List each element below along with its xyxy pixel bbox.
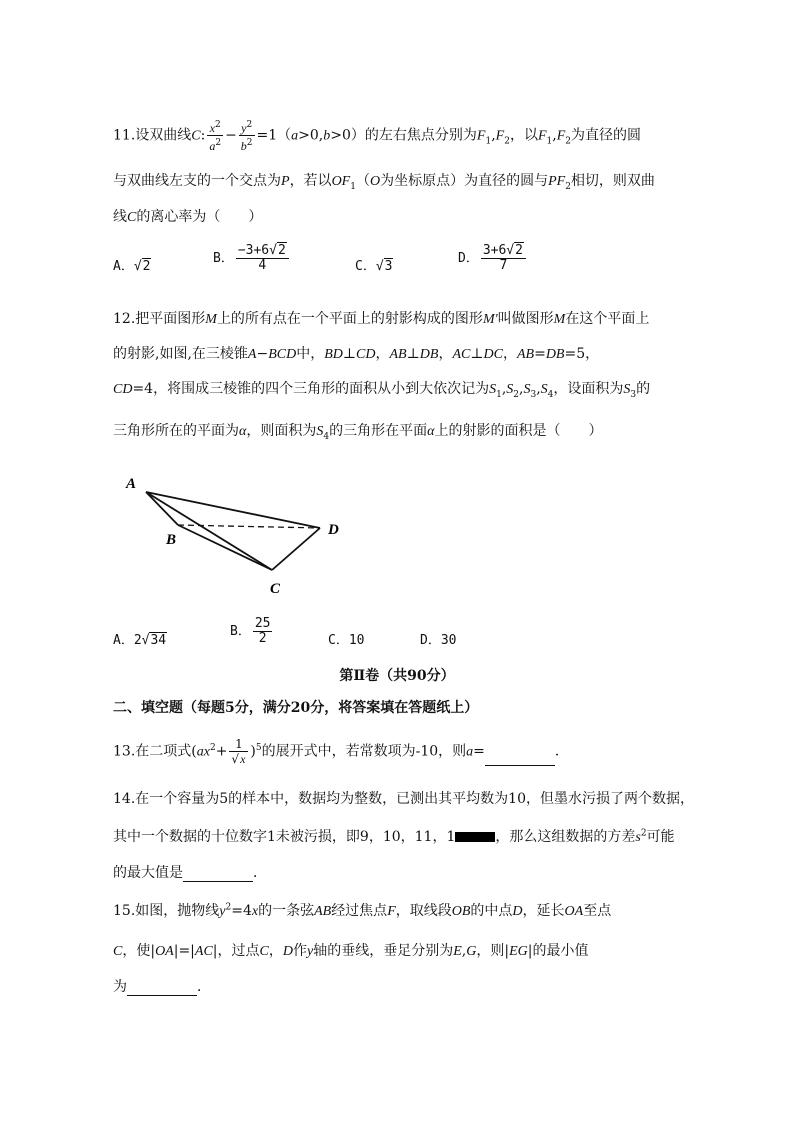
- section-heading: 二、填空题（每题5分，满分20分，将答案填在答题纸上）: [113, 700, 479, 716]
- section-title: 第Ⅱ卷（共90分）: [339, 668, 455, 684]
- q14-line1: 14.在一个容量为5的样本中，数据均为整数，已测出其平均数为10，但墨水污损了两个数据，: [113, 791, 694, 807]
- q12-option-d: D．30: [420, 633, 457, 648]
- edge-ad: [146, 492, 320, 528]
- q12-option-c: C．10: [328, 633, 365, 648]
- q14-line3: 的最大值是 ．: [113, 865, 267, 881]
- q15-line2: C，使|OA|=|AC|，过点C，D作y轴的垂线，垂足分别为E,G，则|EG|的最小值: [113, 943, 589, 959]
- q15-line3: 为 ．: [113, 979, 211, 995]
- edge-bd-hidden: [178, 525, 320, 528]
- q13-answer-blank: [485, 751, 555, 766]
- label-a: A: [126, 476, 137, 492]
- q15-line1: 15.如图，抛物线$y^2=4x$的一条弦AB经过焦点F，取线段OB的中点D，延长OA至点: [113, 902, 612, 919]
- label-b: B: [166, 532, 177, 548]
- label-d: D: [328, 522, 339, 538]
- q15-answer-blank: [127, 981, 197, 996]
- pyramid-figure: [120, 470, 360, 605]
- edge-bc: [178, 525, 272, 570]
- q11-option-b: B． $\frac{-3+6√2}{4}$: [213, 244, 291, 273]
- q11-option-c: C．√3: [355, 259, 393, 274]
- q11-line2: 与双曲线左支的一个交点为P，若以$OF_1(O$为坐标原点）为直径的圆与$PF_2$相切，则双曲: [113, 173, 655, 192]
- q12-line1: 12.把平面图形M上的所有点在一个平面上的射影构成的图形M′叫做图形M在这个平面上: [113, 311, 650, 327]
- q11-line3: 线C的离心率为（ ）: [113, 209, 263, 225]
- q14-line2: 其中一个数据的十位数字1未被污损，即9，10，11，1 ，那么这组数据的方差$s^2$可能: [113, 828, 675, 845]
- edge-ac: [146, 492, 272, 570]
- q13-line: 13.在二项式($ax^2+$ $\frac{1}{√x}$ )$^5$的展开式中，若常数项为-10，则a= ．: [113, 737, 569, 766]
- q12-line3: CD=4，将围成三棱锥的四个三角形的面积从小到大依次记为$S_1,S_2,S_3,S_4$，设面积为$S_3$的: [113, 381, 651, 400]
- q11-option-d: D． $\frac{3+6√2}{7}$: [458, 244, 528, 273]
- q11-line1: 11.设双曲线C: $\frac{x^2}{a^2}$ − $\frac{y^2}{b^2}$ =1（a>0,b>0）的左右焦点分别为$F_1,F_2$，以$F_1,F_2$为直径的圆: [113, 120, 641, 153]
- q12-option-a: A．2√34: [113, 633, 167, 648]
- q12-option-b: B． $\frac{25}{2}$: [230, 616, 271, 646]
- ink-smudge: [455, 832, 495, 842]
- q14-answer-blank: [183, 867, 253, 882]
- edge-dc: [272, 528, 320, 570]
- q11-option-a: A．√2: [113, 259, 151, 274]
- label-c: C: [270, 581, 281, 597]
- q12-line4: 三角形所在的平面为α，则面积为$S_4$的三角形在平面α上的射影的面积是（ ）: [113, 423, 603, 442]
- q12-line2: 的射影,如图,在三棱锥A−BCD中，BD⊥CD，AB⊥DB，AC⊥DC，AB=DB=5，: [113, 346, 600, 362]
